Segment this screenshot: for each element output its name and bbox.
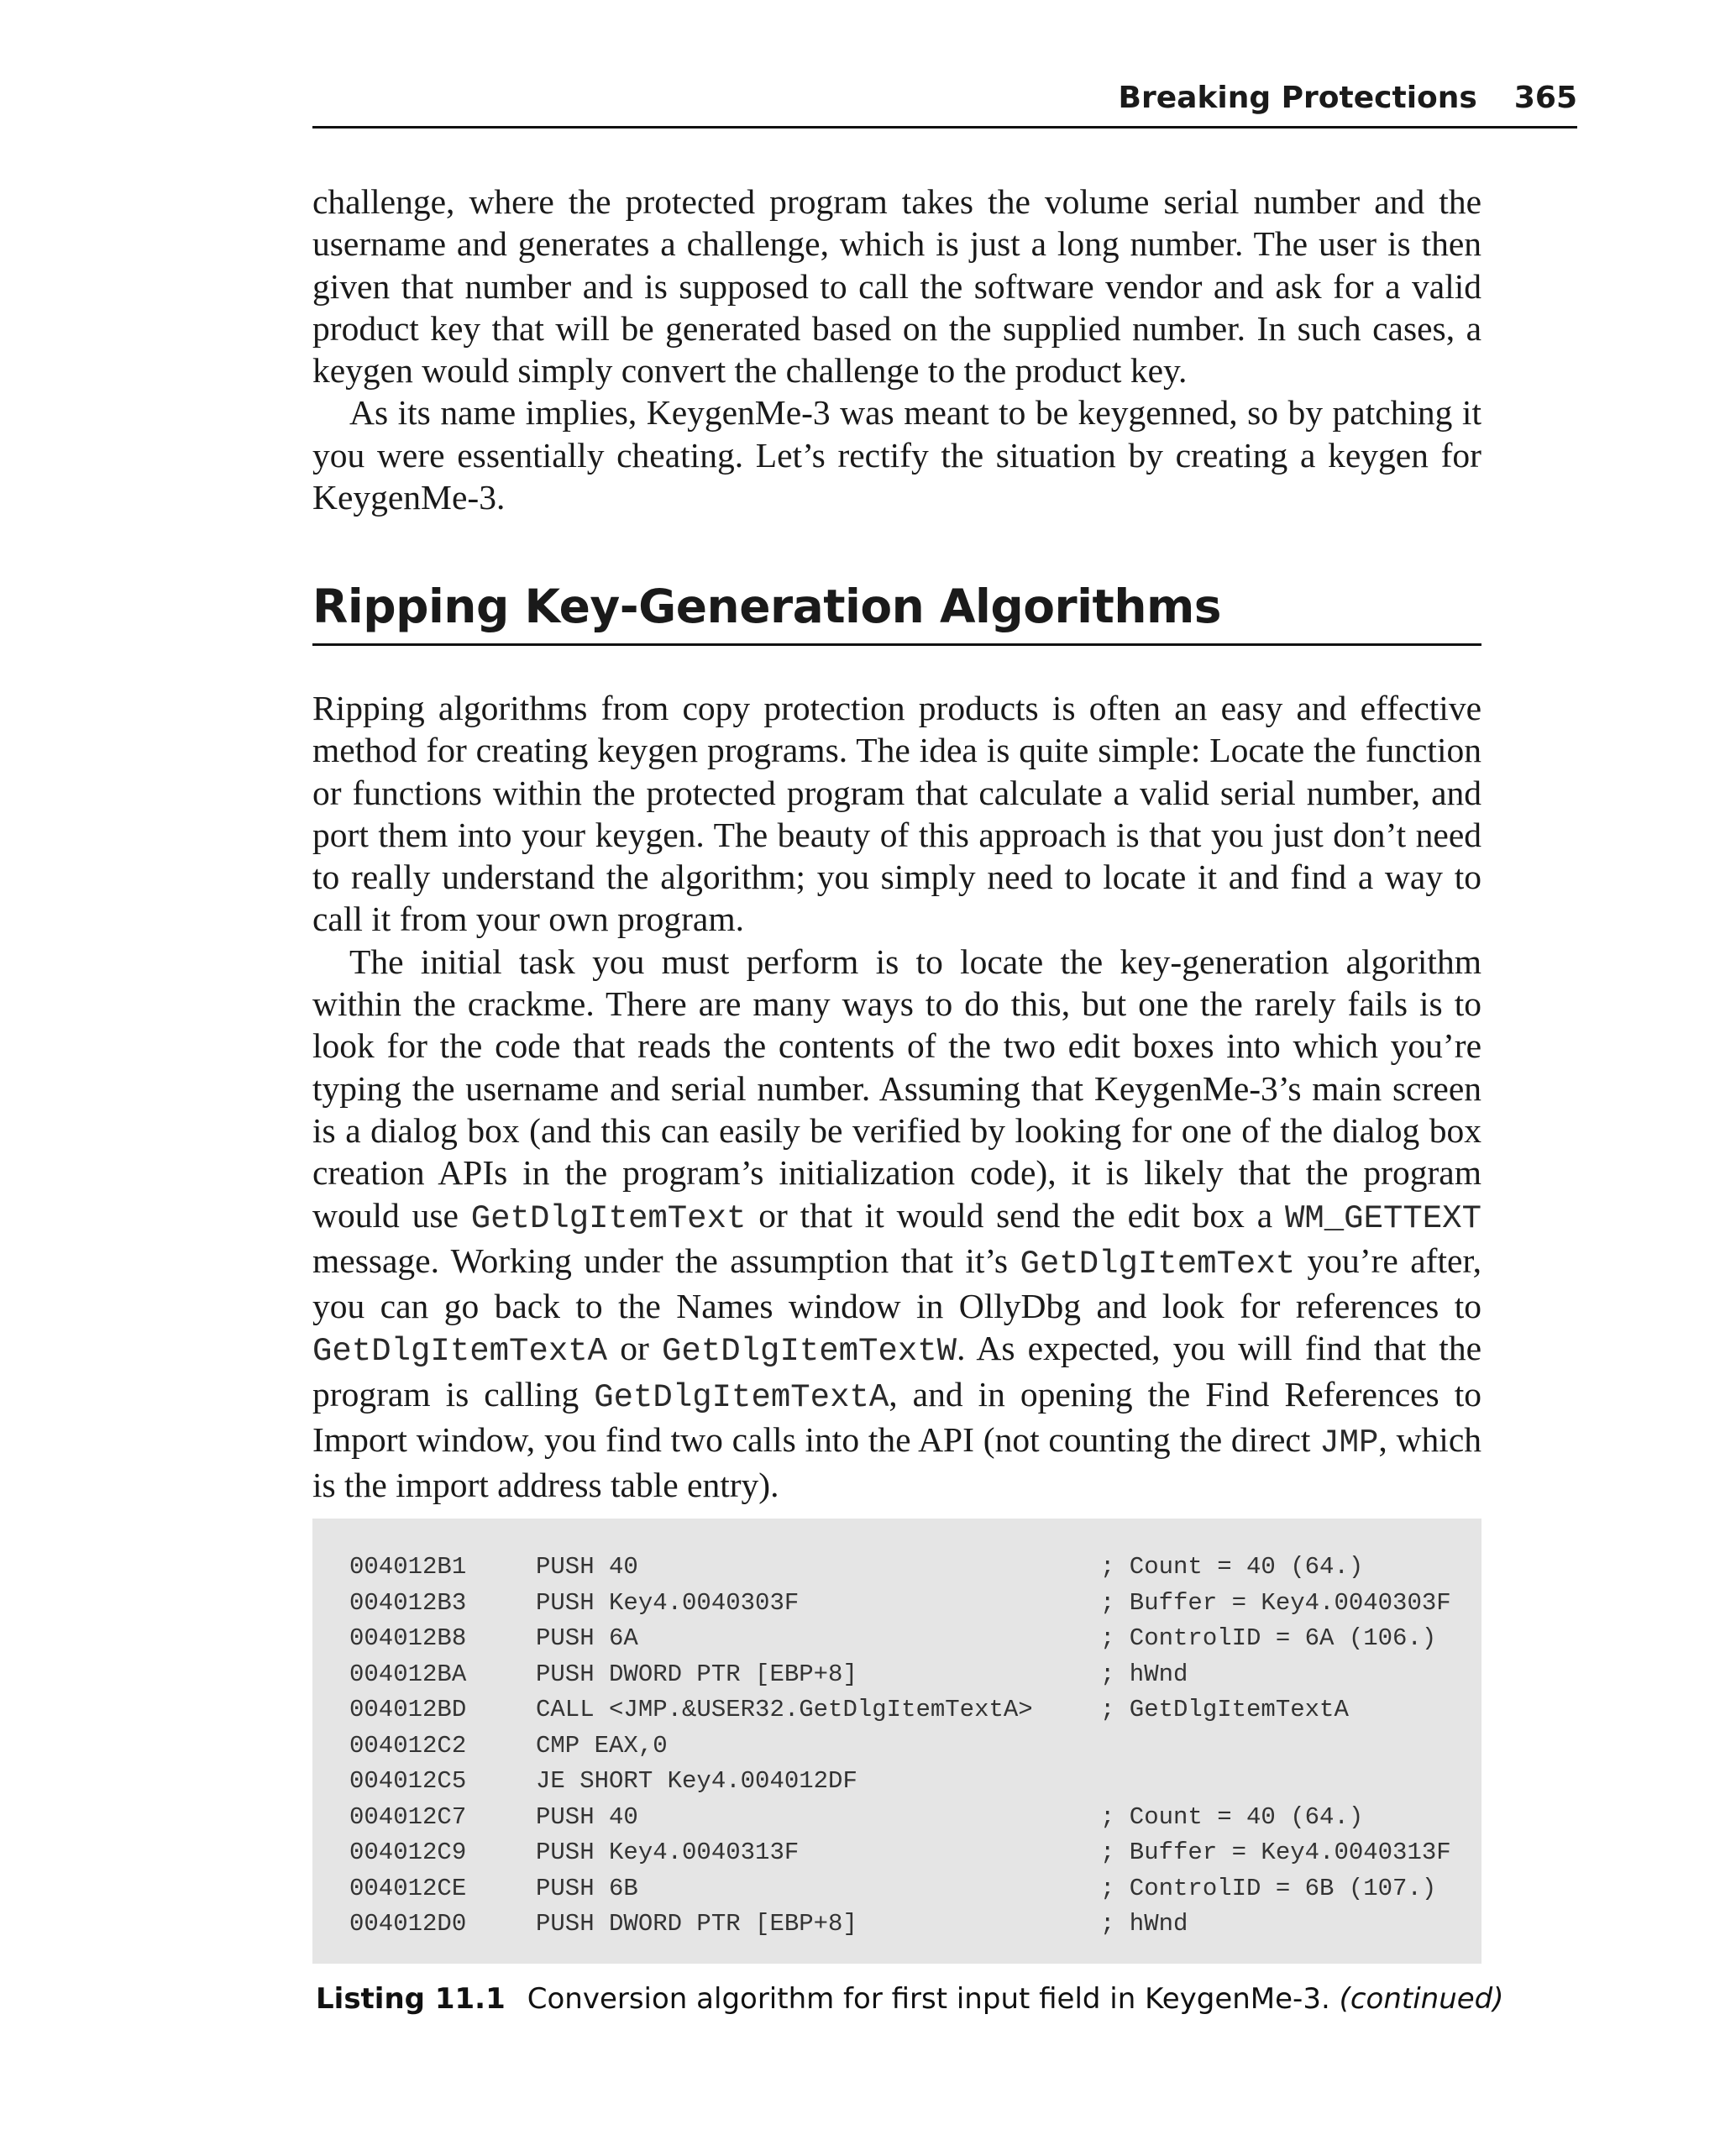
code-line xyxy=(349,1907,1470,1943)
code-instruction: PUSH Key4.0040313F xyxy=(536,1839,800,1866)
code-instruction: PUSH 40 xyxy=(536,1553,638,1581)
inline-code: GetDlgItemText xyxy=(470,1199,747,1237)
code-instruction: PUSH Key4.0040303F xyxy=(536,1588,800,1617)
intro-text xyxy=(312,181,1481,518)
text-run: , which is the import address table entry). xyxy=(312,1420,1481,1505)
code-instruction: PUSH DWORD PTR [EBP+8] xyxy=(536,1660,857,1688)
intro-paragraph-1: challenge, where the protected program takes the volume serial number and the username and generates a challenge, which is just a long number. The user is then given that number and is supposed to call the software vendor and ask for a valid product key that will be generated based on the supplied number. In such cases, a keygen would simply convert the challenge to the product key. xyxy=(312,182,1481,391)
code-instruction: CALL <JMP.&USER32.GetDlgItemTextA> xyxy=(536,1696,1033,1723)
text-run: or that it would send the edit box a xyxy=(746,1195,1285,1235)
code-line xyxy=(349,1764,1470,1800)
code-comment: ; Count = 40 (64.) xyxy=(1100,1553,1364,1581)
code-line xyxy=(349,1835,1470,1871)
section-body xyxy=(312,687,1481,1507)
text-run: . As expected, you will find that the program is calling xyxy=(312,1329,1481,1414)
code-line xyxy=(349,1621,1470,1657)
code-address: 004012B3 xyxy=(349,1588,467,1617)
text-run: or xyxy=(607,1329,663,1368)
code-line xyxy=(349,1586,1470,1622)
code-comment: ; Buffer = Key4.0040313F xyxy=(1100,1839,1451,1866)
code-line xyxy=(349,1728,1470,1765)
code-comment: ; ControlID = 6A (106.) xyxy=(1100,1624,1437,1652)
code-listing xyxy=(312,1519,1481,1964)
text-run: , and in opening the Find References to Import window, you find two calls into the API (not counting the direct xyxy=(312,1374,1481,1460)
code-listing-rows xyxy=(349,1550,1470,1943)
code-instruction: JE SHORT Key4.004012DF xyxy=(536,1767,857,1795)
page-number: 365 xyxy=(1513,81,1577,115)
text-run: you’re after, you can go back to the Names window in OllyDbg and look for references to xyxy=(312,1241,1481,1326)
code-line xyxy=(349,1657,1470,1693)
inline-code: JMP xyxy=(1319,1424,1379,1462)
section-heading: Ripping Key-Generation Algorithms xyxy=(312,580,1481,646)
text-run: The initial task you must perform is to locate the key-generation algorithm within the crackme. There are many ways to do this, but one the rarely fails is to look for the code that reads the contents of the two edit boxes into which you’re typing the username and serial number. Assuming that KeygenMe-3’s main screen is a dialog box (and this can easily be verified by looking for one of the dialog box creation APIs in the program’s initialization code), it is likely that the program would use xyxy=(312,942,1481,1235)
code-line xyxy=(349,1550,1470,1586)
code-address: 004012B8 xyxy=(349,1624,467,1652)
inline-code: GetDlgItemTextA xyxy=(312,1333,608,1371)
code-comment xyxy=(1100,1764,1470,1800)
code-comment xyxy=(1100,1728,1470,1765)
inline-code: GetDlgItemText xyxy=(1020,1245,1296,1283)
code-address: 004012D0 xyxy=(349,1910,467,1938)
running-header xyxy=(312,81,1577,129)
code-instruction: CMP EAX,0 xyxy=(536,1731,668,1760)
code-comment: ; ControlID = 6B (107.) xyxy=(1100,1874,1437,1902)
code-comment: ; Count = 40 (64.) xyxy=(1100,1802,1364,1831)
caption-note: (continued) xyxy=(1339,1982,1504,2016)
code-line xyxy=(349,1871,1470,1907)
code-address: 004012C7 xyxy=(349,1802,467,1831)
code-address: 004012B1 xyxy=(349,1553,467,1581)
code-instruction: PUSH 6B xyxy=(536,1874,638,1902)
listing-caption xyxy=(316,1982,1504,2016)
code-address: 004012CE xyxy=(349,1874,467,1902)
code-address: 004012C9 xyxy=(349,1839,467,1866)
code-instruction: PUSH 6A xyxy=(536,1624,638,1652)
caption-label: Listing 11.1 xyxy=(316,1982,506,2016)
section-paragraph-1: Ripping algorithms from copy protection products is often an easy and effective method for creating keygen programs. The idea is quite simple: Locate the function or functions within the protected program that calculate a valid serial number, and port them into your keygen. The beauty of this approach is that you just don’t need to really understand the algorithm; you simply need to locate it and find a way to call it from your own program. xyxy=(312,689,1481,939)
inline-code: GetDlgItemTextA xyxy=(594,1378,889,1416)
code-line xyxy=(349,1800,1470,1836)
inline-code: GetDlgItemTextW xyxy=(662,1333,957,1371)
code-address: 004012BD xyxy=(349,1696,467,1723)
code-comment: ; Buffer = Key4.0040303F xyxy=(1100,1588,1451,1617)
code-comment: ; hWnd xyxy=(1100,1910,1188,1938)
code-address: 004012BA xyxy=(349,1660,467,1688)
code-instruction: PUSH DWORD PTR [EBP+8] xyxy=(536,1910,857,1938)
text-run: message. Working under the assumption that it’s xyxy=(312,1241,1020,1280)
code-instruction: PUSH 40 xyxy=(536,1802,638,1831)
code-comment: ; hWnd xyxy=(1100,1660,1188,1688)
code-line xyxy=(349,1692,1470,1728)
section-paragraph-2 xyxy=(312,941,1481,1507)
code-comment: ; GetDlgItemTextA xyxy=(1100,1696,1349,1723)
code-address: 004012C2 xyxy=(349,1731,467,1760)
intro-paragraph-2: As its name implies, KeygenMe-3 was meant to be keygenned, so by patching it you were essentially cheating. Let’s rectify the situation by creating a keygen for KeygenMe-3. xyxy=(312,393,1481,517)
code-address: 004012C5 xyxy=(349,1767,467,1795)
inline-code: WM_GETTEXT xyxy=(1284,1199,1481,1237)
caption-text: Conversion algorithm for first input field in KeygenMe-3. xyxy=(527,1982,1330,2016)
header-title: Breaking Protections xyxy=(1118,81,1477,115)
